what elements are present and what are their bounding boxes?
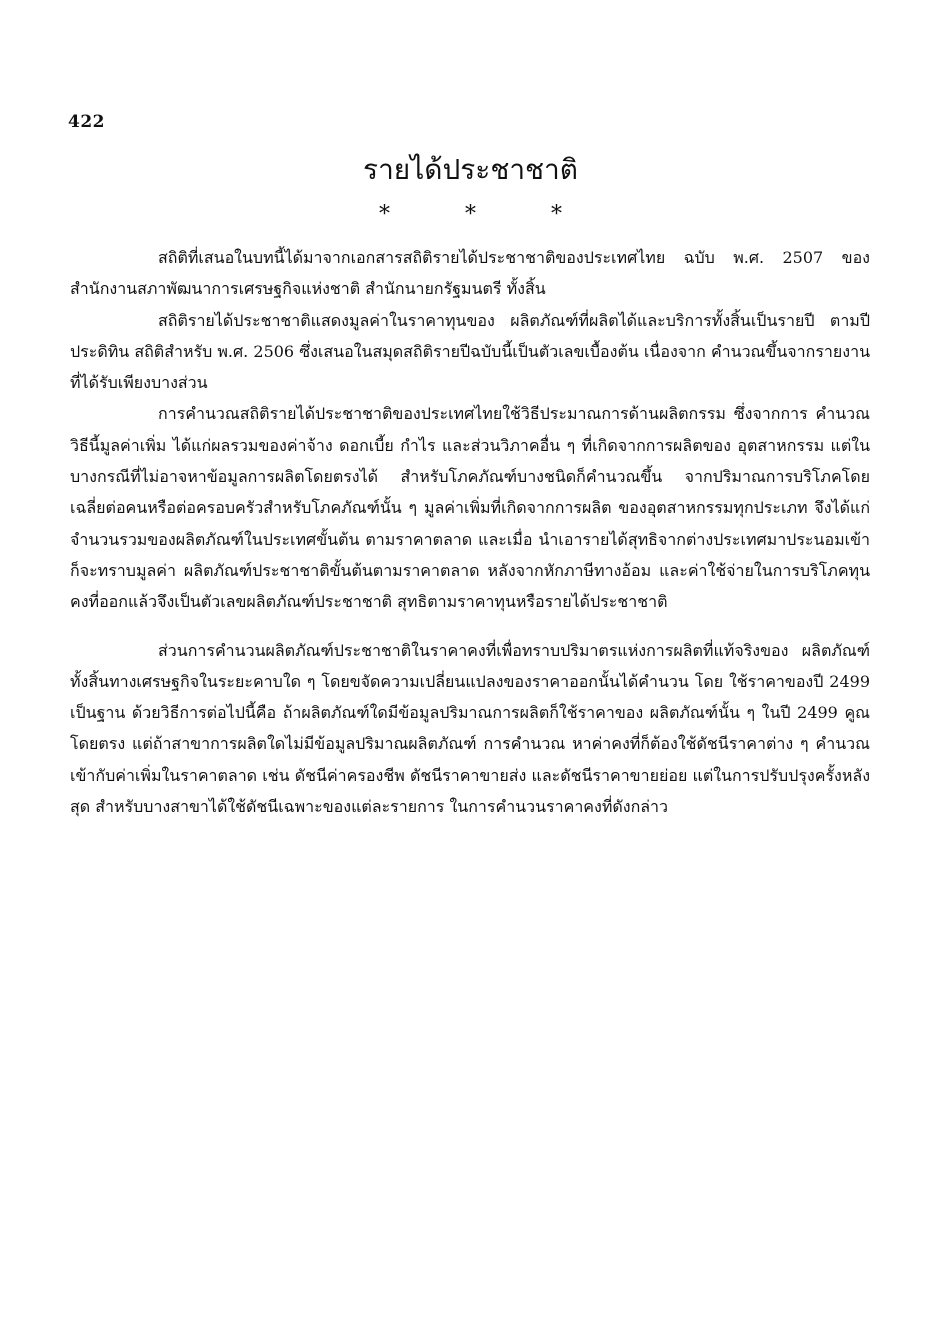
page-title: รายได้ประชาชาติ xyxy=(363,153,578,186)
paragraph-definition: สถิติรายได้ประชาชาติแสดงมูลค่าในราคาทุนของ ผลิตภัณฑ์ที่ผลิตได้และบริการทั้งสิ้นเป็นรายปี ตามปีประดิทิน สถิติสำหรับ พ.ศ. 2506 ซึ่งเสนอในสมุดสถิติรายปีฉบับนี้เป็นตัวเลขเบื้องต้น เนื่องจาก คำนวณขึ้นจากรายงานที่ได้รับเพียงบางส่วน xyxy=(70,310,870,393)
section-ornament: * * * xyxy=(379,202,596,227)
page-number: 422 xyxy=(68,112,105,132)
body-text xyxy=(70,242,870,822)
paragraph-method: การคำนวณสถิติรายได้ประชาชาติของประเทศไทยใช้วิธีประมาณการด้านผลิตกรรม ซึ่งจากการ คำนวณวิธีนี้มูลค่าเพิ่ม ได้แก่ผลรวมของค่าจ้าง ดอกเบี้ย กำไร และส่วนวิภาคอื่น ๆ ที่เกิดจากการผลิตของ อุตสาหกรรม แต่ในบางกรณีที่ไม่อาจหาข้อมูลการผลิตโดยตรงได้ สำหรับโภคภัณฑ์บางชนิดก็คำนวณขึ้น จากปริมาณการบริโภคโดยเฉลี่ยต่อคนหรือต่อครอบครัวสำหรับโภคภัณฑ์นั้น ๆ มูลค่าเพิ่มที่เกิดจากการผลิต ของอุตสาหกรรมทุกประเภท จึงได้แก่จำนวนรวมของผลิตภัณฑ์ในประเทศขั้นต้น ตามราคาตลาด และเมื่อ นำเอารายได้สุทธิจากต่างประเทศมาประนอมเข้าก็จะทราบมูลค่า ผลิตภัณฑ์ประชาชาติขั้นต้นตามราคาตลาด หลังจากหักภาษีทางอ้อม และค่าใช้จ่ายในการบริโภคทุนคงที่ออกแล้วจึงเป็นตัวเลขผลิตภัณฑ์ประชาชาติ สุทธิตามราคาทุนหรือรายได้ประชาชาติ xyxy=(70,404,870,612)
paragraph-source: สถิติที่เสนอในบทนี้ได้มาจากเอกสารสถิติรายได้ประชาชาติของประเทศไทย ฉบับ พ.ศ. 2507 ของสำนักงานสภาพัฒนาการเศรษฐกิจแห่งชาติ สำนักนายกรัฐมนตรี ทั้งสิ้น xyxy=(70,248,870,299)
paragraph-constant-prices: ส่วนการคำนวนผลิตภัณฑ์ประชาชาติในราคาคงที่เพื่อทราบปริมาตรแห่งการผลิตที่แท้จริงของ ผลิตภัณฑ์ทั้งสิ้นทางเศรษฐกิจในระยะคาบใด ๆ โดยขจัดความเปลี่ยนแปลงของราคาออกนั้นได้คำนวน โดย ใช้ราคาของปี 2499 เป็นฐาน ด้วยวิธีการต่อไปนี้คือ ถ้าผลิตภัณฑ์ใดมีข้อมูลปริมาณการผลิตก็ใช้ราคาของ ผลิตภัณฑ์นั้น ๆ ในปี 2499 คูณโดยตรง แต่ถ้าสาขาการผลิตใดไม่มีข้อมูลปริมาณผลิตภัณฑ์ การคำนวณ หาค่าคงที่ก็ต้องใช้ดัชนีราคาต่าง ๆ คำนวณเข้ากับค่าเพิ่มในราคาตลาด เช่น ดัชนีค่าครองชีพ ดัชนีราคาขายส่ง และดัชนีราคาขายย่อย แต่ในการปรับปรุงครั้งหลังสุด สำหรับบางสาขาได้ใช้ดัชนีเฉพาะของแต่ละรายการ ในการคำนวนราคาคงที่ดังกล่าว xyxy=(70,640,870,817)
